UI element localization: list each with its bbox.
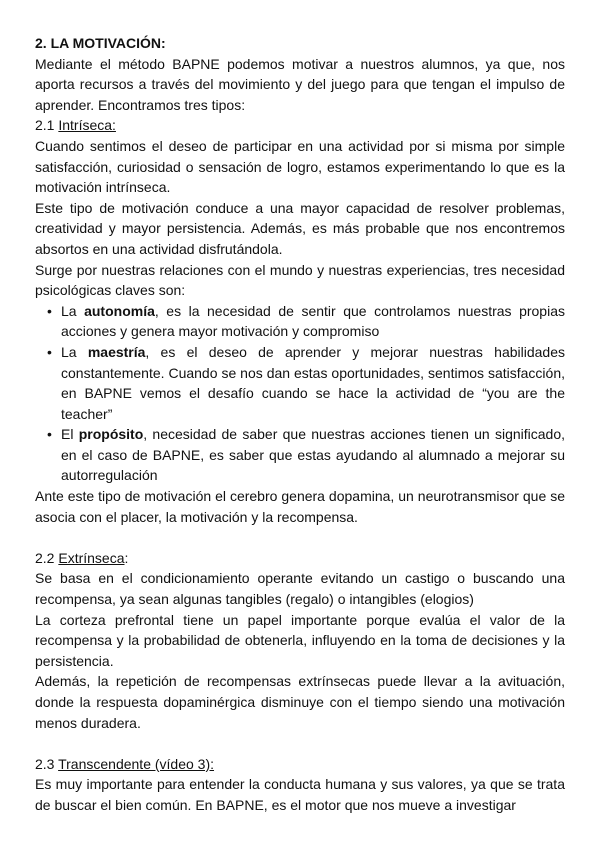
bullet-list [35, 301, 565, 486]
list-item [61, 424, 565, 486]
subheading-title: Transcendente (vídeo 3): [58, 755, 215, 772]
bullet-text: La [61, 302, 85, 319]
subheading-number: 2.3 [35, 755, 59, 772]
subheading-number: 2.2 [35, 549, 59, 566]
paragraph: Es muy importante para entender la conducta humana y sus valores, ya que se trata de buscar el bien común. En BAPNE, es el motor que nos mueve a investigar [35, 776, 565, 813]
paragraph: Ante este tipo de motivación el cerebro genera dopamina, un neurotransmisor que se asocia con el placer, la motivación y la recompensa. [35, 488, 565, 525]
subheading-extrinseca [35, 548, 565, 569]
bullet-text: , necesidad de saber que nuestras acciones tienen un significado, en el caso de BAPNE, es saber que estas ayudando al alumnado a mejorar su autorregulación [61, 426, 565, 484]
section-heading: 2. LA MOTIVACIÓN: [35, 35, 166, 51]
spacer [35, 527, 565, 548]
subheading-transcendente [35, 754, 565, 775]
paragraph: La corteza prefrontal tiene un papel importante porque evalúa el valor de la recompensa y la probabilidad de obtenerla, influyendo en la toma de decisiones y la persistencia. [35, 611, 565, 669]
subheading-title: Intríseca: [58, 117, 116, 134]
paragraph: Surge por nuestras relaciones con el mundo y nuestras experiencias, tres necesidad psicológicas claves son: [35, 261, 565, 299]
bullet-text: La [61, 343, 88, 360]
paragraph: Cuando sentimos el deseo de participar en una actividad por si misma por simple satisfacción, curiosidad o sensación de logro, estamos experimentando lo que es la motivación intrínseca. [35, 137, 565, 196]
list-item [61, 301, 565, 342]
subheading-number: 2.1 [35, 117, 59, 134]
paragraph: Se basa en el condicionamiento operante evitando un castigo o buscando una recompensa, ya sean algunas tangibles (regalo) o intangibles (elogios) [35, 570, 565, 608]
paragraph: Además, la repetición de recompensas extrínsecas puede llevar a la avituación, donde la respuesta dopaminérgica disminuye con el tiempo siendo una motivación menos duradera. [35, 673, 565, 731]
paragraph: Este tipo de motivación conduce a una mayor capacidad de resolver problemas, creatividad y mayor persistencia. Además, es más probable que nos encontremos absortos en una actividad disfrutándola. [35, 199, 565, 257]
bullet-text: El [61, 426, 79, 443]
bullet-keyword: maestría [87, 343, 146, 360]
bullet-text: , es el deseo de aprender y mejorar nuestras habilidades constantemente. Cuando se nos dan estas oportunidades, sentimos satisfacción, en BAPNE vemos el desafío cuando se hace la actividad de “you are the teacher” [61, 343, 565, 422]
subheading-title: Extrínseca [58, 549, 125, 566]
bullet-text: , es la necesidad de sentir que controlamos nuestras propias acciones y genera mayor motivación y compromiso [61, 302, 565, 340]
bullet-keyword: propósito [78, 426, 144, 443]
document-page [35, 33, 565, 816]
list-item [61, 342, 565, 424]
subheading-colon: : [124, 549, 129, 566]
subheading-intrinseca [35, 115, 565, 136]
bullet-keyword: autonomía [84, 302, 155, 319]
spacer [35, 733, 565, 754]
intro-paragraph: Mediante el método BAPNE podemos motivar a nuestros alumnos, ya que, nos aporta recursos a través del movimiento y del juego para que tengan el impulso de aprender. Encontramos tres tipos: [35, 55, 565, 113]
